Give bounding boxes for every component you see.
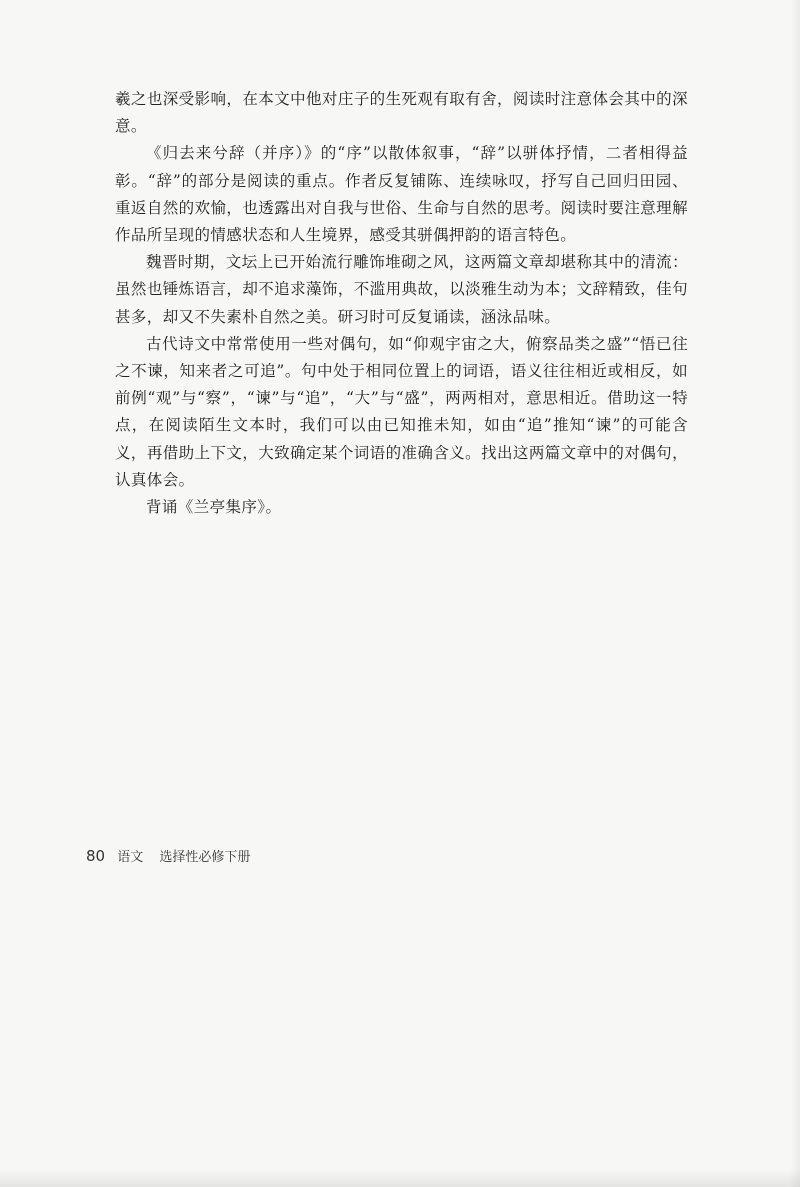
footer-subject: 语文 <box>117 850 144 865</box>
paragraph-duiou: 古代诗文中常常使用一些对偶句，如“仰观宇宙之大，俯察品类之盛”“悟已往之不谏，知来者之可追”。句中处于相同位置上的词语，语义往往相近或相反，如前例“观”与“察”，“谏”与“追”，“大”与“盛”，两两相对，意思相近。借助这一特点，在阅读陌生文本时，我们可以由已知推未知，如由“追”推知“谏”的可能含义，再借助上下文，大致确定某个词语的准确含义。找出这两篇文章中的对偶句，认真体会。 <box>115 334 688 489</box>
page-footer <box>86 846 250 865</box>
paragraph-continuation: 羲之也深受影响，在本文中他对庄子的生死观有取有舍，阅读时注意体会其中的深意。 <box>115 90 688 136</box>
paragraph-recite: 背诵《兰亭集序》。 <box>146 498 282 517</box>
paragraph-guiqulai: 《归去来兮辞（并序）》的“序”以散体叙事，“辞”以骈体抒情，二者相得益彰。“辞”的部分是阅读的重点。作者反复铺陈、连续咏叹，抒写自己回归田园、重返自然的欢愉，也透露出对自我与世俗、生命与自然的思考。阅读时要注意理解作品所呈现的情感状态和人生境界，感受其骈偶押韵的语言特色。 <box>115 144 688 245</box>
footer-book-title: 选择性必修下册 <box>159 850 251 865</box>
page-bottom-shadow <box>0 1169 800 1187</box>
paragraph-weijin: 魏晋时期，文坛上已开始流行雕饰堆砌之风，这两篇文章却堪称其中的清流：虽然也锤炼语言，却不追求藻饰，不滥用典故，以淡雅生动为本；文辞精致，佳句甚多，却又不失素朴自然之美。研习时可反复诵读，涵泳品味。 <box>115 253 688 326</box>
page-number: 80 <box>86 847 106 865</box>
page-right-shadow <box>790 0 800 1187</box>
body-text <box>115 86 688 521</box>
